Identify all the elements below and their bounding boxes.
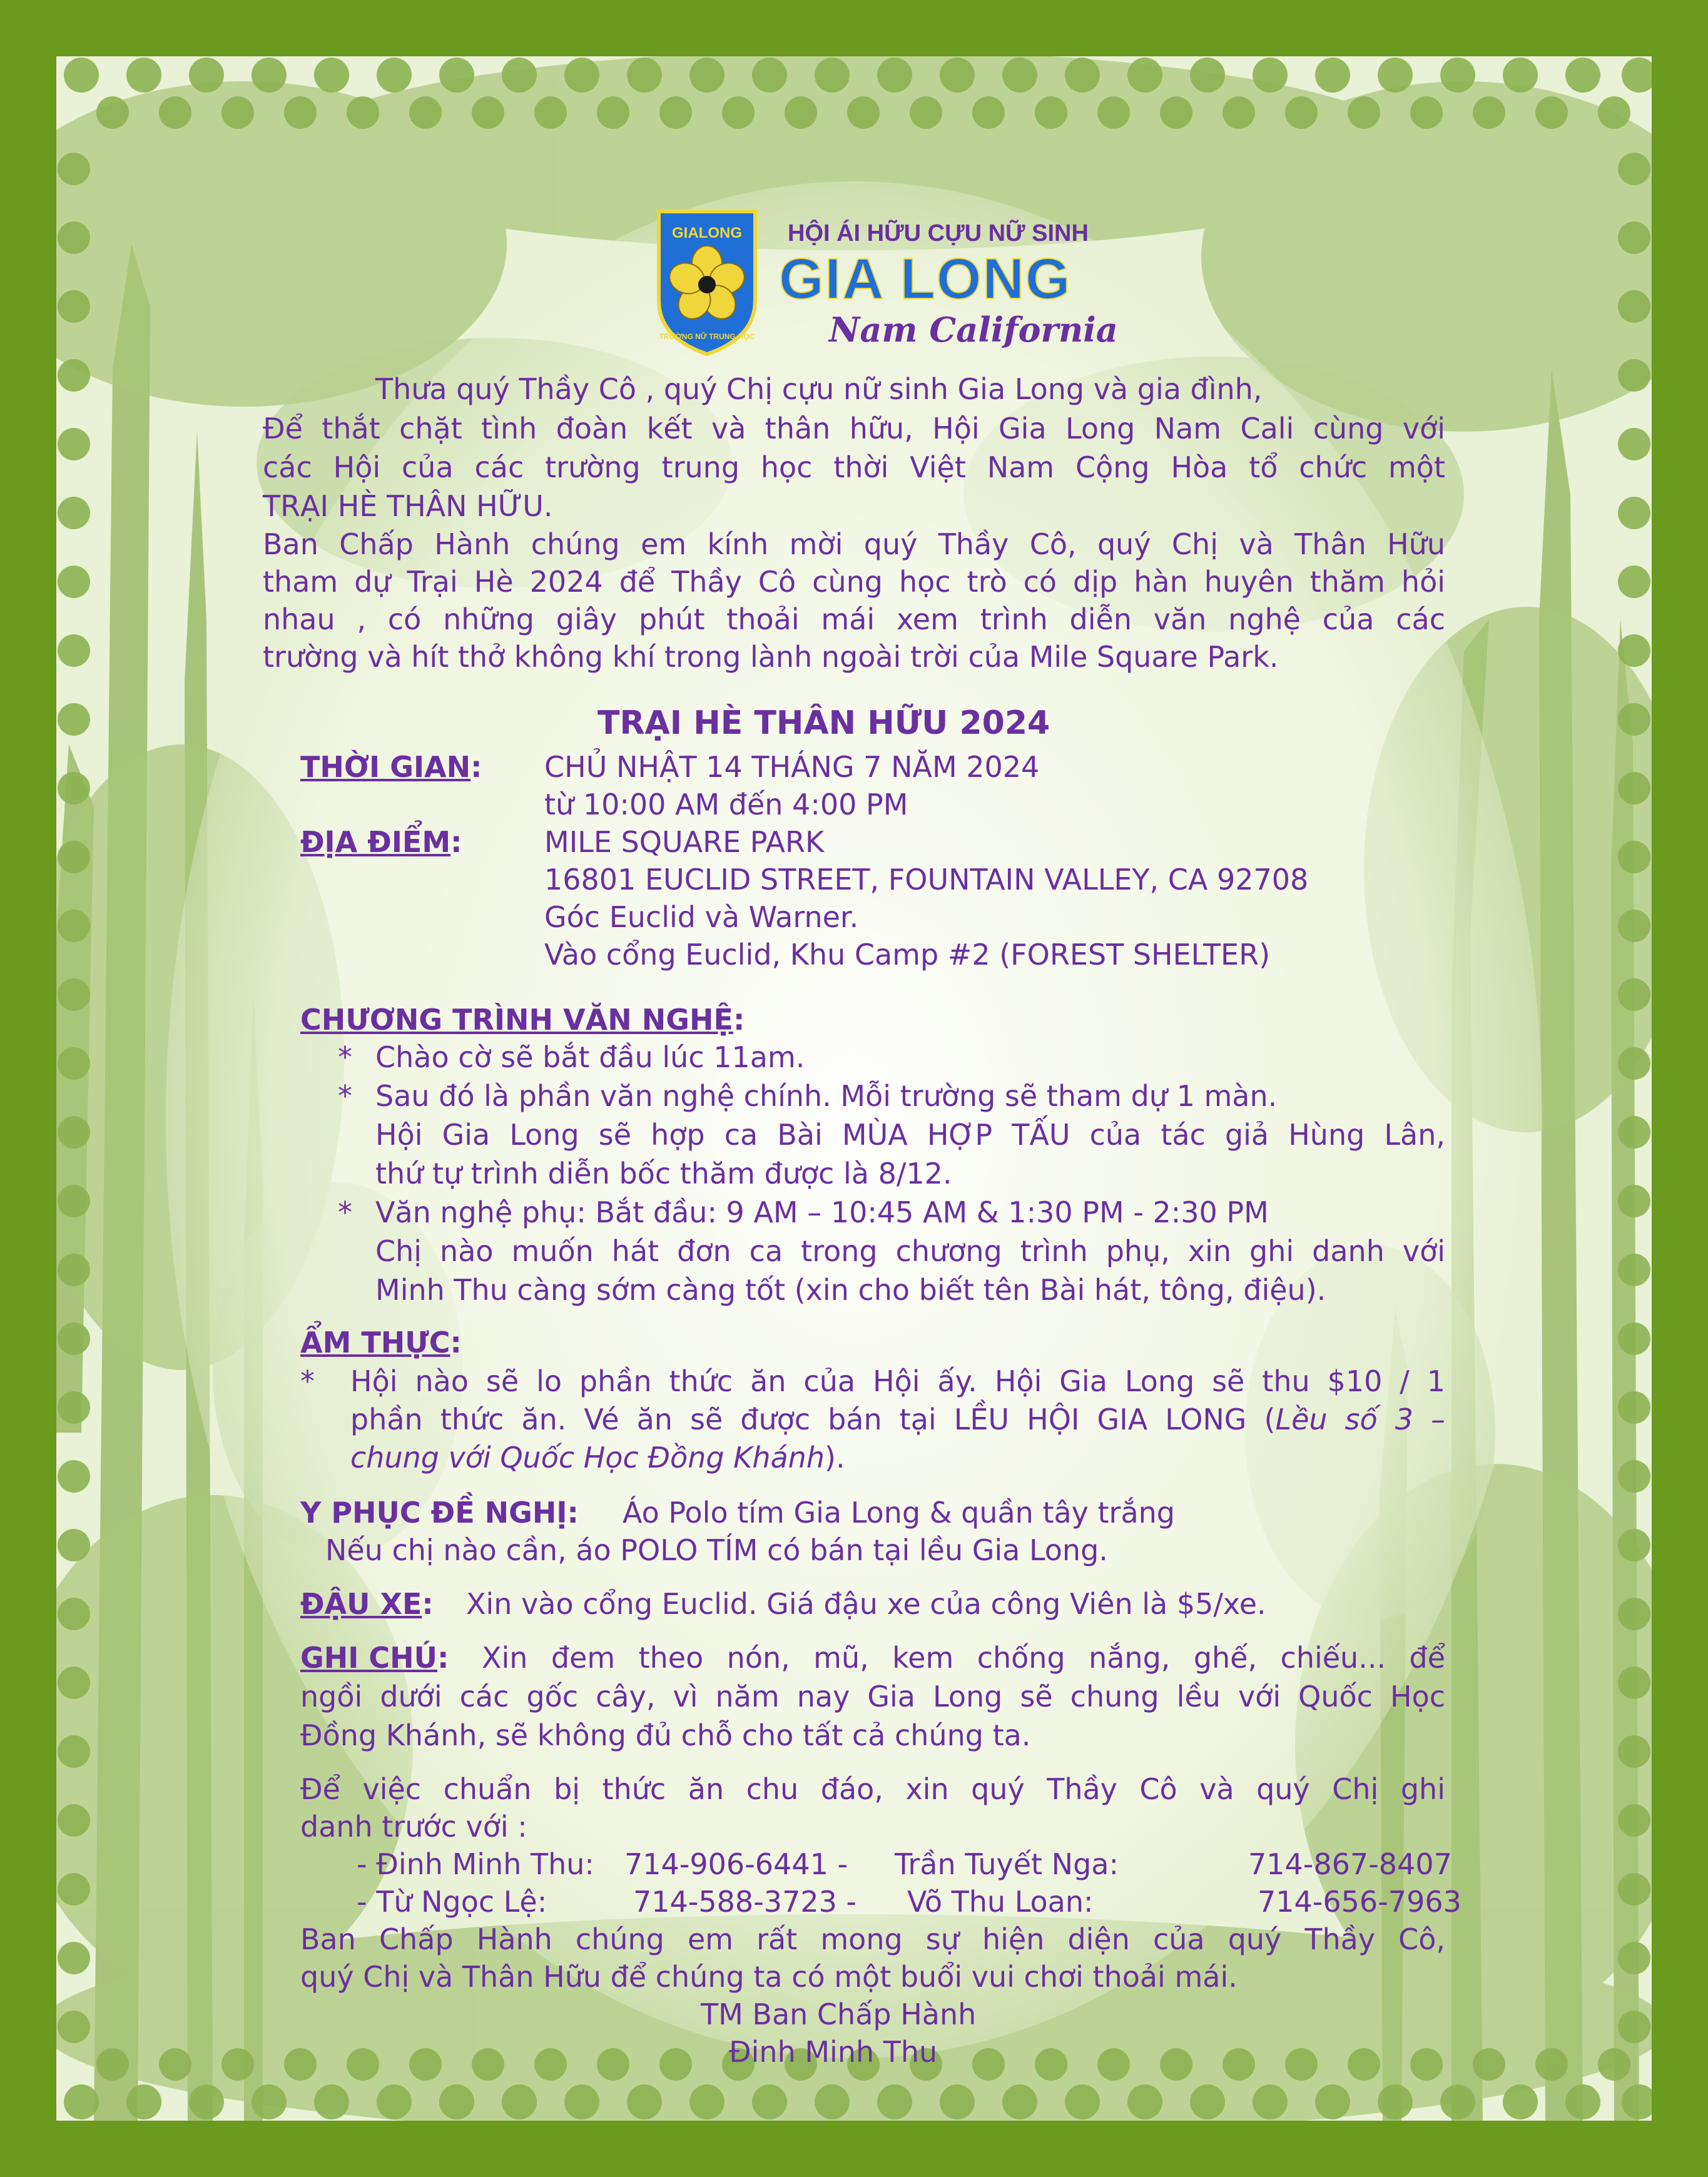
program-item2-line3: thứ tự trình diễn bốc thăm được là 8/12. [375, 1157, 952, 1190]
program-item2-line2: Hội Gia Long sẽ hợp ca Bài MÙA HỢP TẤU của tác giả Hùng Lân, [375, 1118, 1445, 1152]
place-line3: Góc Euclid và Warner. [544, 900, 859, 934]
contact-3-name: - Từ Ngọc Lệ: [357, 1885, 547, 1919]
note-line3: Đồng Khánh, sẽ không đủ chỗ cho tất cả chúng ta. [300, 1718, 1031, 1752]
program-heading: CHƯƠNG TRÌNH VĂN NGHỆ: [300, 1003, 745, 1037]
program-item3-line2: Chị nào muốn hát đơn ca trong chương trình phụ, xin ghi danh với [375, 1234, 1445, 1268]
place-line1: MILE SQUARE PARK [544, 825, 825, 859]
crest-text-top: GIALONG [672, 225, 742, 241]
food-heading: ẨM THỰC: [300, 1326, 462, 1359]
place-line2: 16801 EUCLID STREET, FOUNTAIN VALLEY, CA 92708 [544, 863, 1309, 896]
logo-line3: Nam California [829, 310, 1118, 350]
contact-2-name: Trần Tuyết Nga: [895, 1847, 1119, 1881]
greeting: Thưa quý Thầy Cô , quý Chị cựu nữ sinh Gia Long và gia đình, [375, 372, 1263, 406]
contact-4-name: Võ Thu Loan: [907, 1885, 1094, 1919]
program-item3-line3: Minh Thu càng sớm càng tốt (xin cho biết tên Bài hát, tông, điệu). [375, 1273, 1326, 1307]
logo-line2: GIA LONG [779, 247, 1072, 311]
time-label: THỜI GIAN: [300, 750, 482, 784]
program-bullet-3: * [338, 1195, 352, 1229]
intro-p1-line2: các Hội của các trường trung học thời Việt Nam Cộng Hòa tổ chức một [263, 450, 1445, 484]
contact-1-name: - Đinh Minh Thu: [357, 1847, 594, 1881]
program-item2-line1: Sau đó là phần văn nghệ chính. Mỗi trường sẽ tham dự 1 màn. [375, 1079, 1278, 1113]
dress-heading: Y PHỤC ĐỀ NGHỊ: [300, 1496, 579, 1530]
flyer-page [56, 56, 1652, 2121]
program-bullet-1: * [338, 1040, 352, 1074]
intro-p2-line4: trường và hít thở không khí trong lành ngoài trời của Mile Square Park. [263, 640, 1279, 674]
program-item3-line1: Văn nghệ phụ: Bắt đầu: 9 AM – 10:45 AM & 1:30 PM - 2:30 PM [375, 1195, 1269, 1229]
parking-heading: ĐẬU XE: [300, 1587, 434, 1621]
dress-line2: Nếu chị nào cần, áo POLO TÍM có bán tại lều Gia Long. [325, 1533, 1108, 1567]
program-item1: Chào cờ sẽ bắt đầu lúc 11am. [375, 1040, 805, 1074]
food-line1: Hội nào sẽ lo phần thức ăn của Hội ấy. Hội Gia Long sẽ thu $10 / 1 [350, 1364, 1445, 1398]
place-label: ĐỊA ĐIỂM: [300, 825, 462, 859]
closing-line2: quý Chị và Thân Hữu để chúng ta có một buổi vui chơi thoải mái. [300, 1960, 1238, 1994]
place-line4: Vào cổng Euclid, Khu Camp #2 (FOREST SHELTER) [544, 938, 1271, 972]
contact-1-phone: 714-906-6441 - [624, 1847, 848, 1881]
crest-text-bottom: TRƯỜNG NỮ TRUNG-HỌC [659, 332, 755, 341]
intro-p2-line3: nhau , có những giây phút thoải mái xem trình diễn văn nghệ của các [263, 602, 1445, 636]
food-line2: phần thức ăn. Vé ăn sẽ được bán tại LỀU HỘI GIA LONG (Lều số 3 – [350, 1403, 1445, 1436]
note-line1: Xin đem theo nón, mũ, kem chống nắng, ghế, chiếu... để [482, 1641, 1445, 1675]
intro-p1-line3: TRẠI HÈ THÂN HỮU. [263, 489, 553, 523]
closing-line1: Ban Chấp Hành chúng em rất mong sự hiện diện của quý Thầy Cô, [300, 1922, 1445, 1956]
event-title: TRẠI HÈ THÂN HỮU 2024 [597, 704, 1050, 742]
registration-line1: Để việc chuẩn bị thức ăn chu đáo, xin quý Thầy Cô và quý Chị ghi [300, 1772, 1445, 1806]
parking-text: Xin vào cổng Euclid. Giá đậu xe của công Viên là $5/xe. [466, 1587, 1266, 1621]
note-line2: ngồi dưới các gốc cây, vì năm nay Gia Long sẽ chung lều với Quốc Học [300, 1680, 1445, 1713]
intro-p2-line1: Ban Chấp Hành chúng em kính mời quý Thầy Cô, quý Chị và Thân Hữu [263, 527, 1445, 561]
time-line2: từ 10:00 AM đến 4:00 PM [544, 788, 908, 821]
registration-line2: danh trước với : [300, 1810, 527, 1844]
note-heading: GHI CHÚ: [300, 1641, 449, 1675]
contact-4-phone: 714-656-7963 [1258, 1885, 1461, 1919]
contact-3-phone: 714-588-3723 - [633, 1885, 857, 1919]
signature-line2: Đinh Minh Thu [729, 2035, 938, 2069]
dress-line1: Áo Polo tím Gia Long & quần tây trắng [623, 1496, 1176, 1530]
time-line1: CHỦ NHẬT 14 THÁNG 7 NĂM 2024 [544, 750, 1040, 784]
signature-line1: TM Ban Chấp Hành [701, 1997, 977, 2031]
program-bullet-2: * [338, 1079, 352, 1113]
contact-2-phone: 714-867-8407 [1248, 1847, 1452, 1881]
logo-line1: HỘI ÁI HỮU CỰU NỮ SINH [788, 220, 1089, 246]
intro-p1-line1: Để thắt chặt tình đoàn kết và thân hữu, Hội Gia Long Nam Cali cùng với [263, 412, 1445, 445]
food-bullet: * [300, 1364, 315, 1398]
flyer-content [263, 56, 1461, 2121]
food-line3: chung với Quốc Học Đồng Khánh). [350, 1441, 845, 1474]
intro-p2-line2: tham dự Trại Hè 2024 để Thầy Cô cùng học trò có dịp hàn huyên thăm hỏi [263, 565, 1445, 599]
